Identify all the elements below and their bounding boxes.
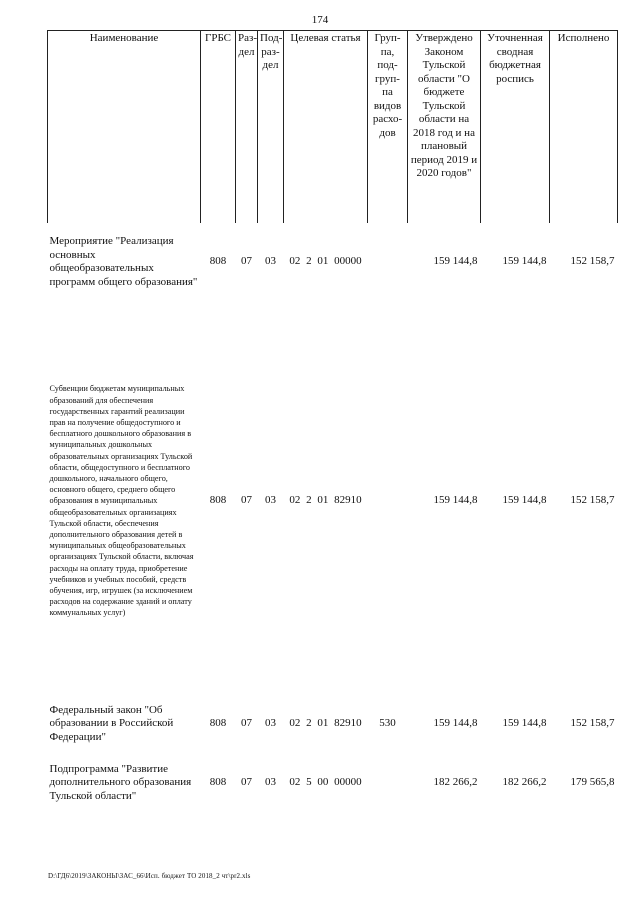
- cell-podrazdel: 03: [265, 717, 276, 730]
- cell-utverzhdeno: 182 266,2: [433, 776, 478, 789]
- cell-podrazdel: 03: [265, 255, 276, 268]
- cell-podrazdel: 03: [265, 494, 276, 507]
- cell-razdel: 07: [241, 717, 252, 730]
- cell-grbs: 808: [209, 255, 227, 268]
- cell-ispolneno: 152 158,7: [570, 255, 615, 268]
- cell-utverzhdeno: 159 144,8: [433, 717, 478, 730]
- page-number: 174: [311, 14, 329, 26]
- cell-utochnennaya: 159 144,8: [502, 255, 547, 268]
- cell-name: Мероприятие "Реализация основных общеобразовательных программ общего образования": [49, 235, 198, 288]
- cell-celevaya-statya: 02 2 01 82910: [289, 717, 362, 730]
- table-row: [48, 747, 618, 819]
- header-celevaya-statya: Целевая статья: [284, 31, 368, 224]
- header-ispolneno: Исполнено: [550, 31, 618, 224]
- cell-ispolneno: 152 158,7: [570, 717, 615, 730]
- cell-vid-raskhodov: 530: [379, 717, 396, 730]
- table-row: [48, 301, 618, 701]
- header-grbs: ГРБС: [201, 31, 236, 224]
- table-row: [48, 701, 618, 747]
- header-podrazdel: Под- раз- дел: [258, 31, 284, 224]
- cell-name: Подпрограмма "Развитие дополнительного образования Тульской области": [49, 762, 192, 802]
- cell-razdel: 07: [241, 494, 252, 507]
- cell-utverzhdeno: 159 144,8: [433, 255, 478, 268]
- cell-celevaya-statya: 02 2 01 00000: [289, 255, 362, 268]
- cell-vid-raskhodov: [368, 747, 408, 819]
- cell-razdel: 07: [241, 776, 252, 789]
- cell-name: Субвенции бюджетам муниципальных образований для обеспечения государственных гарантий реализации прав на получение общедоступного и бесплатного дошкольного образования в муниципальных дошкольных образовательных организациях Тульской области, общедоступного и бесплатного дошкольного, начального общего, основного общего, среднего общего образования в муниципальных общеобразовательных организациях Тульской области, обеспечения дополнительного образования детей в муниципальных общеобразовательных организациях Тульской области, включая расходы на оплату труда, приобретение учебников и учебных пособий, средств обучения, игр, игрушек (за исключением расходов на содержание зданий и оплату коммунальных услуг): [49, 384, 194, 618]
- header-utochnennaya: Уточненная сводная бюджетная роспись: [481, 31, 550, 224]
- table-header-row: [48, 31, 618, 224]
- cell-ispolneno: 152 158,7: [570, 494, 615, 507]
- cell-utochnennaya: 159 144,8: [502, 494, 547, 507]
- cell-utochnennaya: 159 144,8: [502, 717, 547, 730]
- budget-table: [47, 30, 618, 819]
- header-name: Наименование: [48, 31, 201, 224]
- cell-ispolneno: 179 565,8: [570, 776, 615, 789]
- cell-grbs: 808: [209, 776, 227, 789]
- header-utverzhdeno: Утверждено Законом Тульской области "О бюджете Тульской области на 2018 год и на плановый период 2019 и 2020 годов": [408, 31, 481, 224]
- cell-vid-raskhodov: [368, 301, 408, 701]
- cell-celevaya-statya: 02 2 01 82910: [289, 494, 362, 507]
- file-path-footer: D:\ГД6\2019\ЗАКОНЫ\ЗАС_66\Исп. бюджет ТО 2018_2 чт\pr2.xls: [48, 872, 251, 880]
- cell-grbs: 808: [209, 494, 227, 507]
- header-razdel: Раз- дел: [236, 31, 258, 224]
- cell-name: Федеральный закон "Об образовании в Российской Федерации": [49, 703, 174, 743]
- cell-vid-raskhodov: [368, 223, 408, 301]
- cell-utochnennaya: 182 266,2: [502, 776, 547, 789]
- cell-grbs: 808: [209, 717, 227, 730]
- cell-podrazdel: 03: [265, 776, 276, 789]
- cell-utverzhdeno: 159 144,8: [433, 494, 478, 507]
- table-row: [48, 223, 618, 301]
- cell-celevaya-statya: 02 5 00 00000: [289, 776, 362, 789]
- header-gruppa-vidov: Груп- па, под- груп- па видов расхо- дов: [368, 31, 408, 224]
- cell-razdel: 07: [241, 255, 252, 268]
